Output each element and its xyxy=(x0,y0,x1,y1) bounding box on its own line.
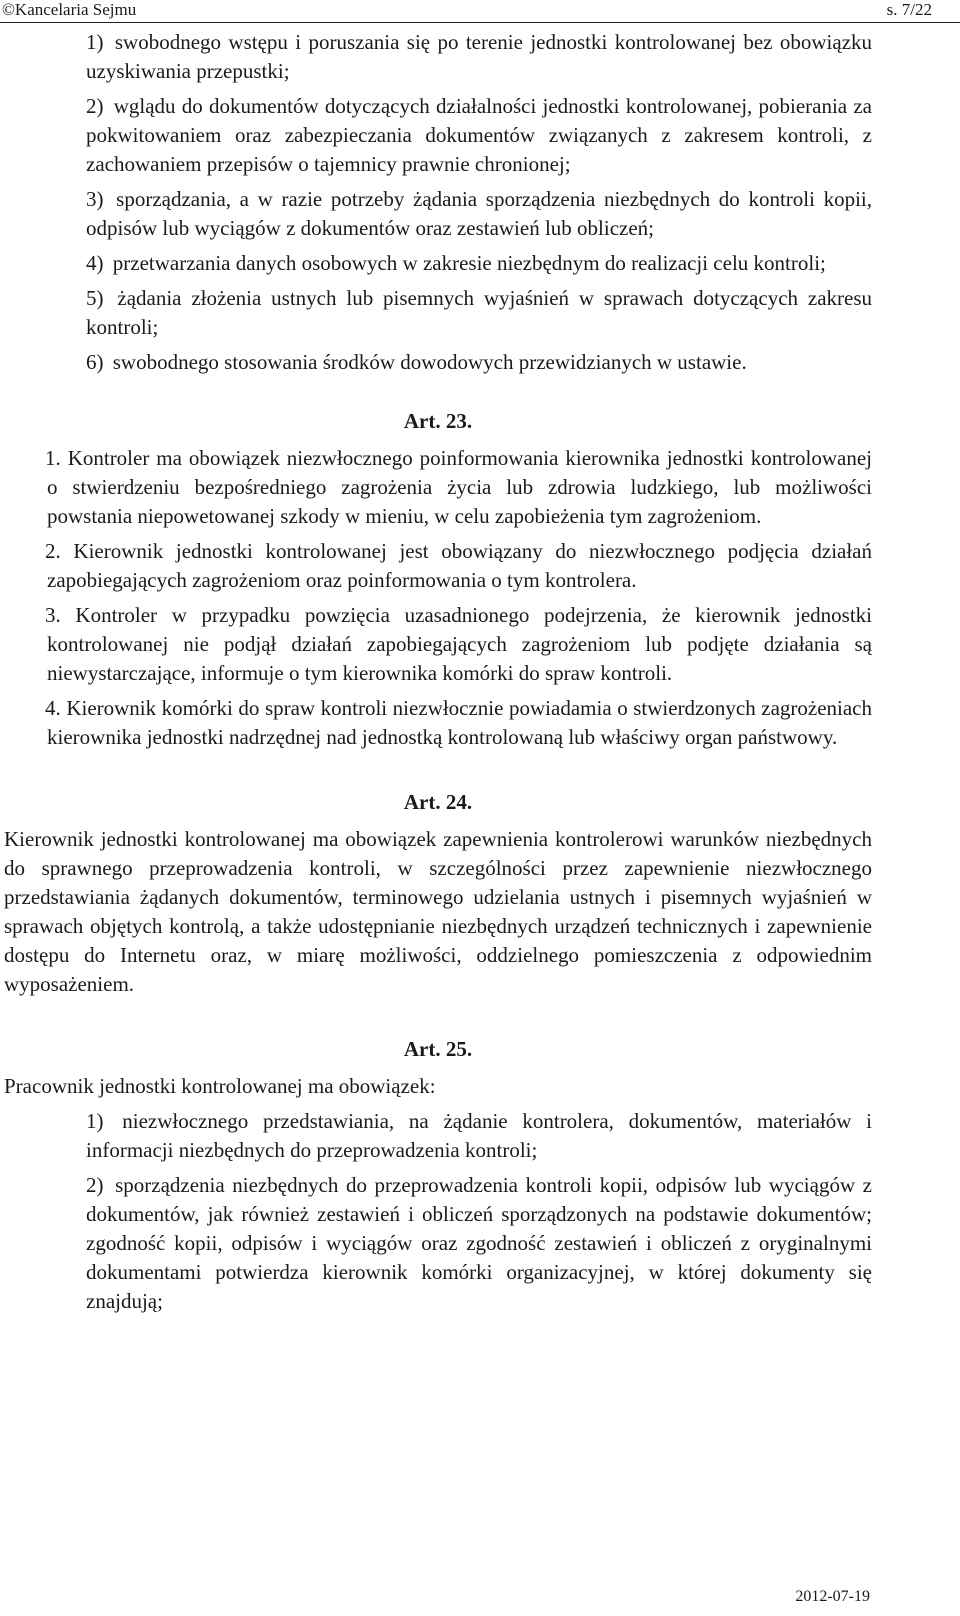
item-number: 6) xyxy=(86,350,104,374)
item-text: swobodnego wstępu i poruszania się po terenie jednostki kontrolowanej bez obowiązku uzyskiwania przepustki; xyxy=(86,30,873,83)
paragraph-text: Kontroler ma obowiązek niezwłocznego poinformowania kierownika jednostki kontrolowanej o stwierdzeniu bezpośredniego zagrożenia życia lub zdrowia ludzkiego, lub możliwości powstania niepowetowanej szkody w mieniu, w celu zapobieżenia tym zagrożeniom. xyxy=(47,446,873,528)
list-item xyxy=(4,348,872,377)
paragraph xyxy=(4,694,872,752)
footer-date: 2012-07-19 xyxy=(795,1588,870,1605)
item-text: żądania złożenia ustnych lub pisemnych wyjaśnień w sprawach dotyczących zakresu kontroli; xyxy=(86,286,873,339)
item-number: 1) xyxy=(86,30,104,54)
list-item xyxy=(4,92,872,179)
item-text: wglądu do dokumentów dotyczących działalności jednostki kontrolowanej, pobierania za pokwitowaniem oraz zabezpieczania dokumentów związanych z zakresem kontroli, z zachowaniem przepisów o tajemnicy prawnie chronionej; xyxy=(86,94,872,176)
paragraph xyxy=(4,444,872,531)
art25-intro: Pracownik jednostki kontrolowanej ma obowiązek: xyxy=(4,1074,436,1098)
document-body xyxy=(4,28,872,1322)
item-number: 1) xyxy=(86,1109,104,1133)
paragraph-number: 4. xyxy=(45,696,61,720)
item-number: 2) xyxy=(86,94,104,118)
paragraph-text: Kierownik jednostki kontrolowanej jest obowiązany do niezwłocznego podjęcia działań zapobiegających zagrożeniom oraz poinformowania o tym kontrolera. xyxy=(47,539,872,592)
art24-title: Art. 24. xyxy=(403,790,473,814)
list-item xyxy=(4,1107,872,1165)
art23-title: Art. 23. xyxy=(403,409,473,433)
item-number: 4) xyxy=(86,251,104,275)
list-item xyxy=(4,185,872,243)
item-number: 3) xyxy=(86,187,104,211)
list-item xyxy=(4,28,872,86)
list-item xyxy=(4,1171,872,1316)
art22-list xyxy=(4,28,872,377)
item-text: przetwarzania danych osobowych w zakresie niezbędnym do realizacji celu kontroli; xyxy=(112,251,826,275)
list-item xyxy=(4,284,872,342)
item-number: 2) xyxy=(86,1173,104,1197)
copyright-label: ©Kancelaria Sejmu xyxy=(2,0,137,19)
art25-list xyxy=(4,1107,872,1316)
paragraph-number: 1. xyxy=(45,446,61,470)
item-text: niezwłocznego przedstawiania, na żądanie kontrolera, dokumentów, materiałów i informacji niezbędnych do przeprowadzenia kontroli; xyxy=(86,1109,873,1162)
paragraph xyxy=(4,537,872,595)
page-number: s. 7/22 xyxy=(886,0,932,19)
art24-text: Kierownik jednostki kontrolowanej ma obowiązek zapewnienia kontrolerowi warunków niezbędnych do sprawnego przeprowadzenia kontroli, w szczególności przez zapewnienie niezwłocznego przedstawiania żądanych dokumentów, terminowego udzielania ustnych i pisemnych wyjaśnień w sprawach objętych kontrolą, a także udostępnianie niezbędnych urządzeń technicznych i zapewnienie dostępu do Internetu oraz, w miarę możliwości, oddzielnego pomieszczenia z odpowiednim wyposażeniem. xyxy=(4,827,872,996)
paragraph-number: 2. xyxy=(45,539,61,563)
item-text: swobodnego stosowania środków dowodowych przewidzianych w ustawie. xyxy=(112,350,747,374)
page-header xyxy=(0,0,960,23)
item-text: sporządzania, a w razie potrzeby żądania sporządzenia niezbędnych do kontroli kopii, odpisów lub wyciągów z dokumentów oraz zestawień lub obliczeń; xyxy=(86,187,873,240)
art25-title: Art. 25. xyxy=(403,1037,473,1061)
paragraph-text: Kontroler w przypadku powzięcia uzasadnionego podejrzenia, że kierownik jednostki kontrolowanej nie podjął działań zapobiegających zagrożeniom lub podjęte działania są niewystarczające, informuje o tym kierownika komórki do spraw kontroli. xyxy=(47,603,872,685)
art23-paragraphs xyxy=(4,444,872,752)
item-text: sporządzenia niezbędnych do przeprowadzenia kontroli kopii, odpisów lub wyciągów z dokumentów, jak również zestawień i obliczeń sporządzonych na podstawie dokumentów; zgodność kopii, odpisów i wyciągów oraz zgodność zestawień i obliczeń z oryginalnymi dokumentami potwierdza kierownik komórki organizacyjnej, w której dokumenty się znajdują; xyxy=(86,1173,873,1313)
paragraph-text: Kierownik komórki do spraw kontroli niezwłocznie powiadamia o stwierdzonych zagrożeniach kierownika jednostki nadrzędnej nad jednostką kontrolowaną lub właściwy organ państwowy. xyxy=(47,696,873,749)
paragraph xyxy=(4,601,872,688)
list-item xyxy=(4,249,872,278)
paragraph-number: 3. xyxy=(45,603,61,627)
item-number: 5) xyxy=(86,286,104,310)
